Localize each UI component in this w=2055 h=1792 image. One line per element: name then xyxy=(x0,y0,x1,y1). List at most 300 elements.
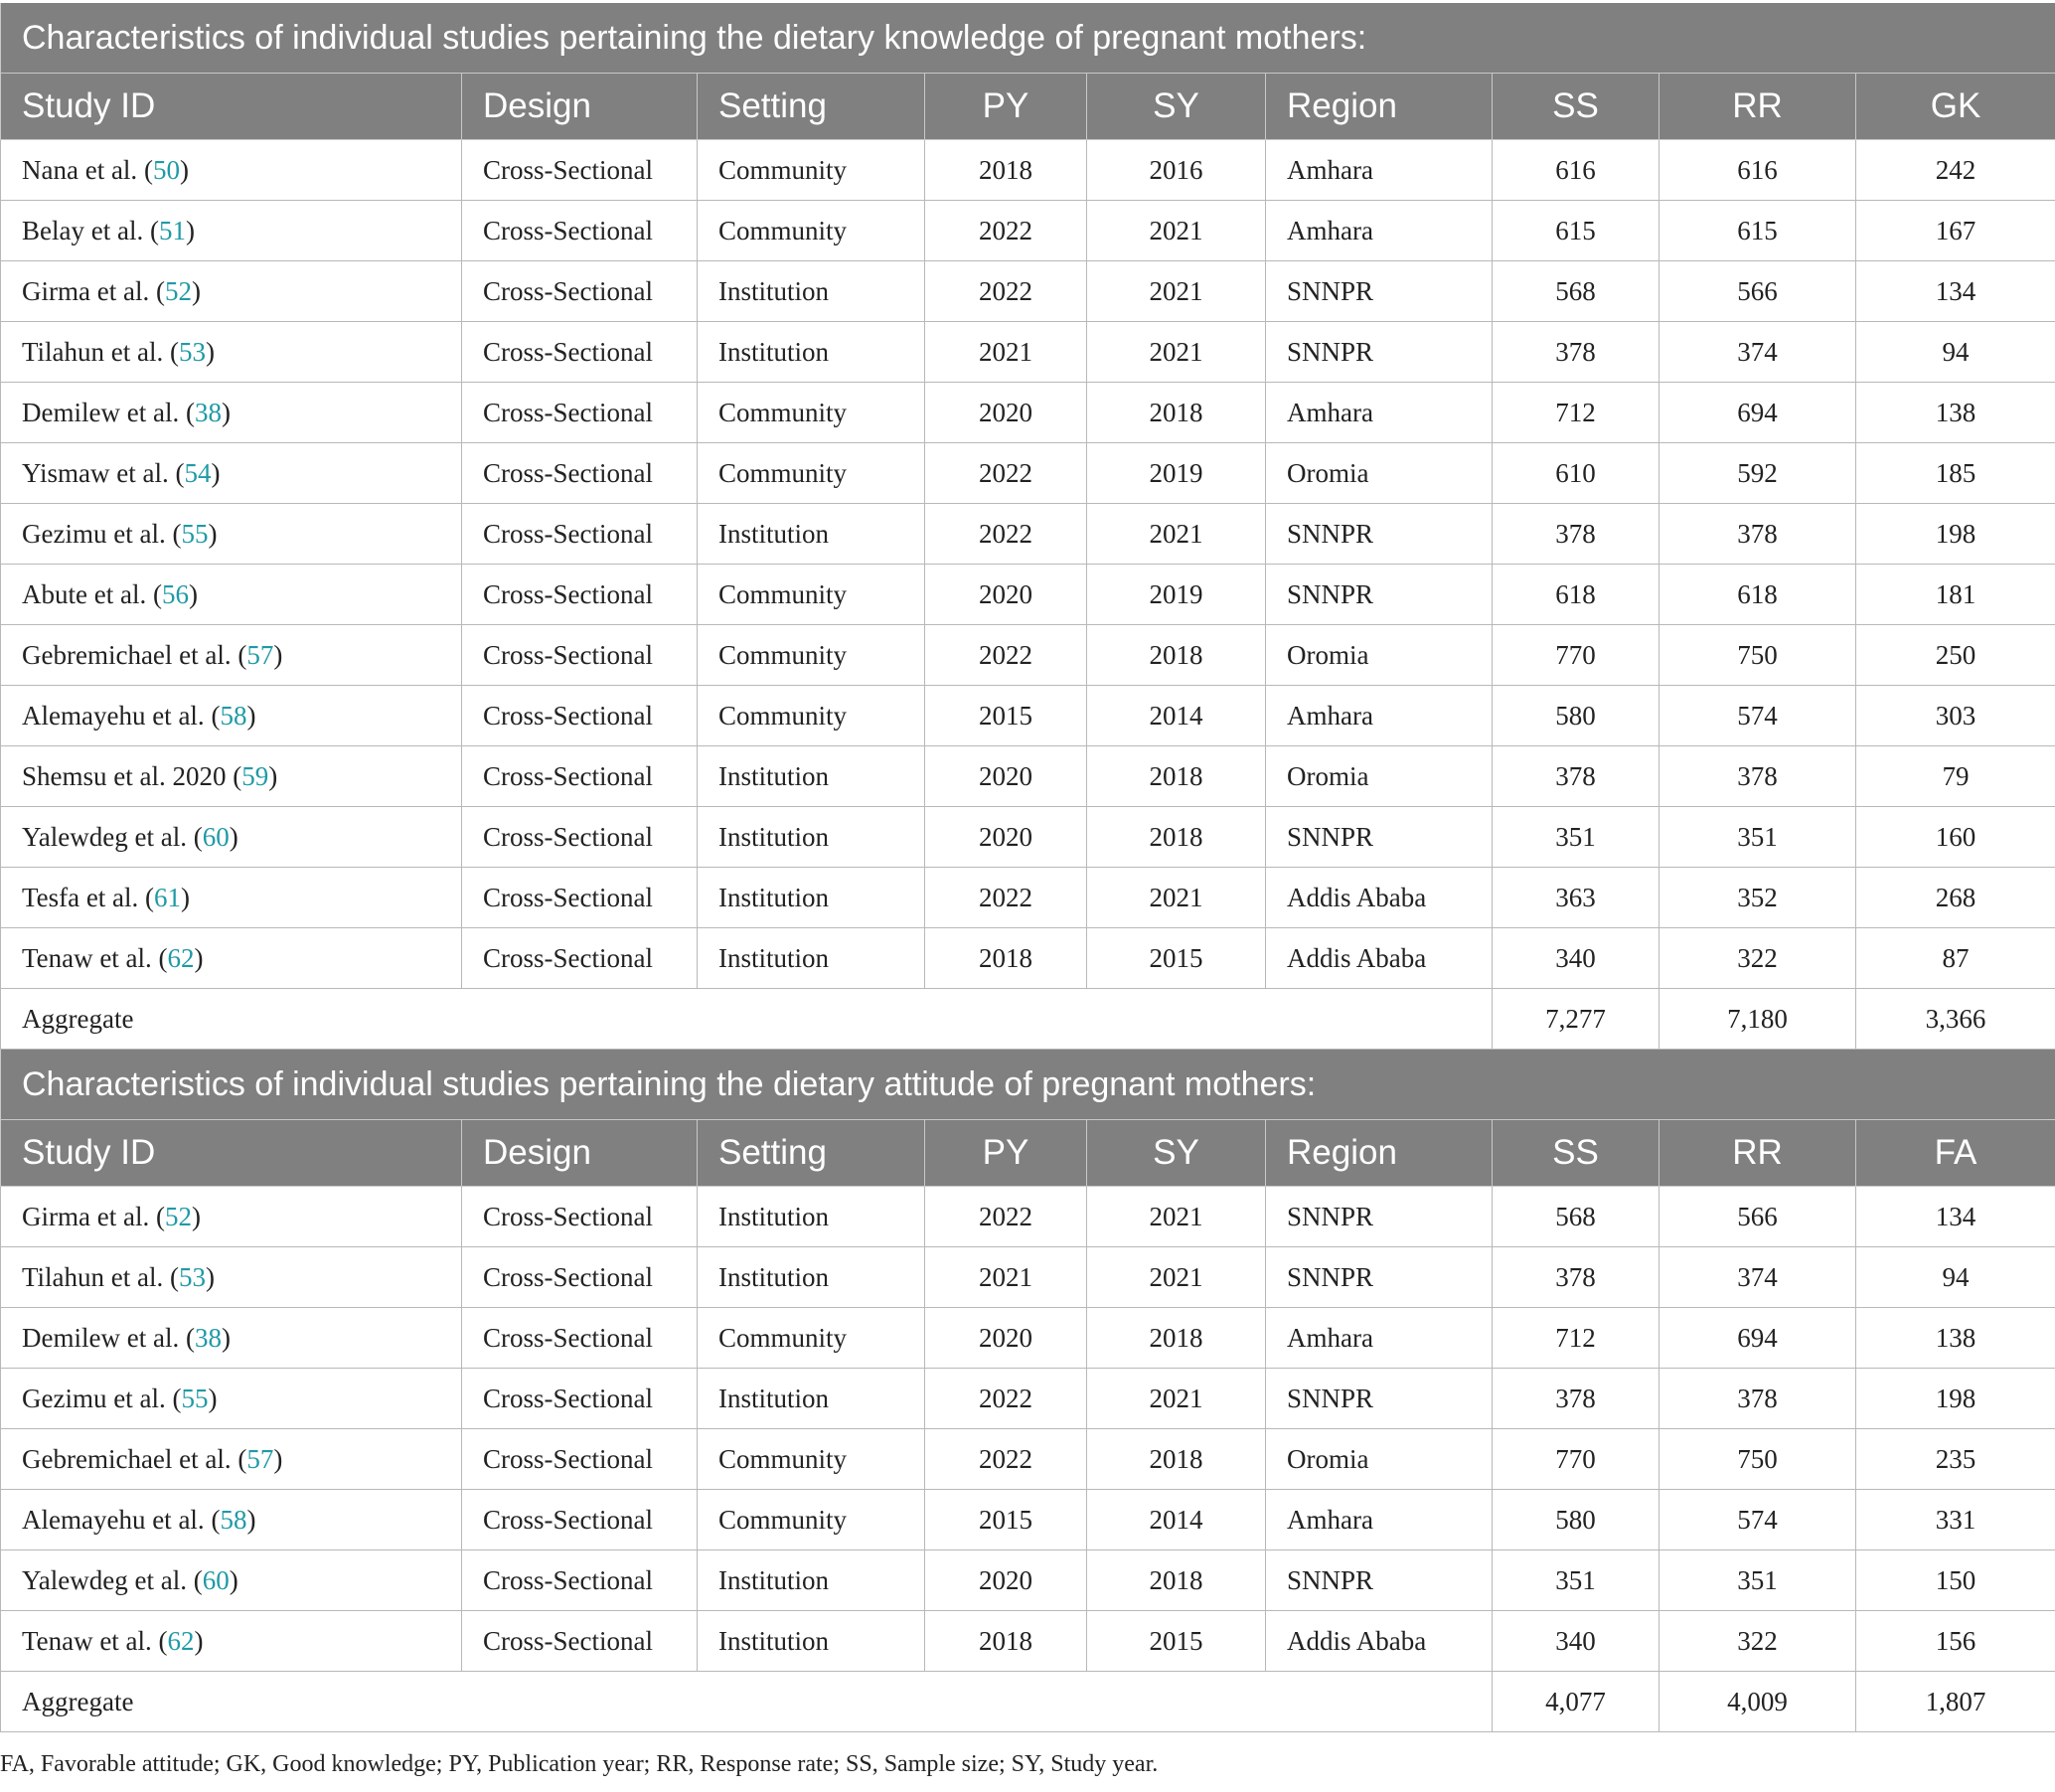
outcome-count-cell: 198 xyxy=(1856,1369,2055,1429)
table-row xyxy=(1,443,2055,504)
study-year-cell: 2015 xyxy=(1087,928,1266,989)
study-id-cell: Nana et al. (50) xyxy=(1,140,462,201)
design-cell: Cross-Sectional xyxy=(462,383,698,443)
study-author: Girma et al. xyxy=(22,275,150,306)
study-year-cell: 2018 xyxy=(1087,746,1266,807)
sample-size-cell: 568 xyxy=(1493,1187,1660,1247)
region-cell: Amhara xyxy=(1266,686,1493,746)
study-id-cell: Gezimu et al. (55) xyxy=(1,1369,462,1429)
study-year-cell: 2018 xyxy=(1087,1550,1266,1611)
design-cell: Cross-Sectional xyxy=(462,1187,698,1247)
design-cell: Cross-Sectional xyxy=(462,504,698,565)
aggregate-sample-size: 4,077 xyxy=(1493,1672,1660,1732)
study-year-cell: 2014 xyxy=(1087,686,1266,746)
table-row xyxy=(1,746,2055,807)
response-rate-cell: 616 xyxy=(1660,140,1856,201)
study-author: Alemayehu et al. xyxy=(22,700,205,731)
sample-size-cell: 351 xyxy=(1493,807,1660,868)
response-rate-cell: 574 xyxy=(1660,686,1856,746)
sample-size-cell: 363 xyxy=(1493,868,1660,928)
setting-cell: Institution xyxy=(698,746,925,807)
outcome-count-cell: 160 xyxy=(1856,807,2055,868)
publication-year-cell: 2015 xyxy=(925,686,1087,746)
design-cell: Cross-Sectional xyxy=(462,928,698,989)
study-id-cell: Girma et al. (52) xyxy=(1,1187,462,1247)
sample-size-cell: 770 xyxy=(1493,1429,1660,1490)
region-cell: SNNPR xyxy=(1266,1550,1493,1611)
reference-link[interactable]: 61 xyxy=(154,882,182,912)
reference-link[interactable]: 50 xyxy=(152,154,180,185)
study-author: Tilahun et al. xyxy=(22,1261,164,1292)
design-cell: Cross-Sectional xyxy=(462,746,698,807)
column-header-py: PY xyxy=(925,74,1087,140)
reference-link[interactable]: 60 xyxy=(202,821,230,852)
publication-year-cell: 2022 xyxy=(925,868,1087,928)
study-year-cell: 2018 xyxy=(1087,807,1266,868)
attitude-title-row xyxy=(1,1050,2055,1120)
design-cell: Cross-Sectional xyxy=(462,565,698,625)
sample-size-cell: 712 xyxy=(1493,383,1660,443)
outcome-count-cell: 250 xyxy=(1856,625,2055,686)
outcome-count-cell: 242 xyxy=(1856,140,2055,201)
design-cell: Cross-Sectional xyxy=(462,1490,698,1550)
reference-link[interactable]: 57 xyxy=(246,1443,274,1474)
reference-link[interactable]: 58 xyxy=(220,1504,247,1535)
study-id-cell: Yalewdeg et al. (60) xyxy=(1,807,462,868)
table-row xyxy=(1,1369,2055,1429)
region-cell: SNNPR xyxy=(1266,504,1493,565)
table-row xyxy=(1,1308,2055,1369)
study-year-cell: 2019 xyxy=(1087,565,1266,625)
reference-link[interactable]: 38 xyxy=(194,397,222,427)
table-row xyxy=(1,261,2055,322)
response-rate-cell: 694 xyxy=(1660,1308,1856,1369)
region-cell: Oromia xyxy=(1266,1429,1493,1490)
table-row xyxy=(1,928,2055,989)
reference-link[interactable]: 56 xyxy=(161,578,189,609)
study-id-cell: Tilahun et al. (53) xyxy=(1,1247,462,1308)
table-row xyxy=(1,1187,2055,1247)
setting-cell: Institution xyxy=(698,1550,925,1611)
aggregate-outcome-count: 1,807 xyxy=(1856,1672,2055,1732)
table-row xyxy=(1,322,2055,383)
outcome-count-cell: 268 xyxy=(1856,868,2055,928)
table-row xyxy=(1,201,2055,261)
studies-table xyxy=(0,3,2055,1732)
knowledge-header-row xyxy=(1,74,2055,140)
publication-year-cell: 2022 xyxy=(925,504,1087,565)
setting-cell: Community xyxy=(698,1490,925,1550)
study-id-cell: Gebremichael et al. (57) xyxy=(1,625,462,686)
design-cell: Cross-Sectional xyxy=(462,1247,698,1308)
setting-cell: Community xyxy=(698,625,925,686)
sample-size-cell: 378 xyxy=(1493,1369,1660,1429)
region-cell: Addis Ababa xyxy=(1266,1611,1493,1672)
outcome-count-cell: 94 xyxy=(1856,1247,2055,1308)
reference-link[interactable]: 38 xyxy=(194,1322,222,1353)
response-rate-cell: 378 xyxy=(1660,1369,1856,1429)
study-year-cell: 2021 xyxy=(1087,261,1266,322)
study-author: Yalewdeg et al. xyxy=(22,821,187,852)
study-year-cell: 2015 xyxy=(1087,1611,1266,1672)
publication-year-cell: 2020 xyxy=(925,746,1087,807)
region-cell: SNNPR xyxy=(1266,261,1493,322)
column-header-region: Region xyxy=(1266,74,1493,140)
study-year-cell: 2018 xyxy=(1087,1308,1266,1369)
response-rate-cell: 352 xyxy=(1660,868,1856,928)
column-header-setting: Setting xyxy=(698,1120,925,1187)
study-year-cell: 2021 xyxy=(1087,504,1266,565)
region-cell: SNNPR xyxy=(1266,1187,1493,1247)
publication-year-cell: 2018 xyxy=(925,928,1087,989)
attitude-header-row xyxy=(1,1120,2055,1187)
study-year-cell: 2019 xyxy=(1087,443,1266,504)
study-id-cell: Girma et al. (52) xyxy=(1,261,462,322)
column-header-ss: SS xyxy=(1493,74,1660,140)
response-rate-cell: 374 xyxy=(1660,322,1856,383)
study-author: Demilew et al. xyxy=(22,1322,180,1353)
study-author: Gezimu et al. xyxy=(22,518,166,549)
table-footnote: FA, Favorable attitude; GK, Good knowledge; PY, Publication year; RR, Response rate; SS, Sample size; SY, Study year. xyxy=(0,1751,1159,1777)
outcome-count-cell: 134 xyxy=(1856,1187,2055,1247)
table-row xyxy=(1,1247,2055,1308)
reference-link[interactable]: 58 xyxy=(220,700,247,731)
study-author: Gebremichael et al. xyxy=(22,639,232,670)
study-id-cell: Alemayehu et al. (58) xyxy=(1,686,462,746)
study-author: Alemayehu et al. xyxy=(22,1504,205,1535)
reference-link[interactable]: 55 xyxy=(181,1383,209,1413)
region-cell: Oromia xyxy=(1266,443,1493,504)
study-year-cell: 2014 xyxy=(1087,1490,1266,1550)
response-rate-cell: 592 xyxy=(1660,443,1856,504)
outcome-count-cell: 94 xyxy=(1856,322,2055,383)
design-cell: Cross-Sectional xyxy=(462,686,698,746)
design-cell: Cross-Sectional xyxy=(462,261,698,322)
table-row xyxy=(1,1611,2055,1672)
setting-cell: Community xyxy=(698,443,925,504)
table-row xyxy=(1,565,2055,625)
study-year-cell: 2021 xyxy=(1087,1187,1266,1247)
region-cell: Amhara xyxy=(1266,201,1493,261)
reference-link[interactable]: 57 xyxy=(246,639,274,670)
publication-year-cell: 2022 xyxy=(925,1369,1087,1429)
setting-cell: Community xyxy=(698,686,925,746)
region-cell: Amhara xyxy=(1266,140,1493,201)
study-id-cell: Alemayehu et al. (58) xyxy=(1,1490,462,1550)
region-cell: Amhara xyxy=(1266,1490,1493,1550)
setting-cell: Institution xyxy=(698,1247,925,1308)
reference-link[interactable]: 51 xyxy=(158,215,186,245)
aggregate-response-rate: 4,009 xyxy=(1660,1672,1856,1732)
design-cell: Cross-Sectional xyxy=(462,201,698,261)
study-id-cell: Tesfa et al. (61) xyxy=(1,868,462,928)
setting-cell: Community xyxy=(698,1308,925,1369)
response-rate-cell: 378 xyxy=(1660,504,1856,565)
study-author: Shemsu et al. 2020 xyxy=(22,760,227,791)
aggregate-response-rate: 7,180 xyxy=(1660,989,1856,1050)
setting-cell: Institution xyxy=(698,322,925,383)
region-cell: SNNPR xyxy=(1266,565,1493,625)
design-cell: Cross-Sectional xyxy=(462,1611,698,1672)
study-id-cell: Belay et al. (51) xyxy=(1,201,462,261)
study-author: Girma et al. xyxy=(22,1201,150,1231)
publication-year-cell: 2021 xyxy=(925,1247,1087,1308)
publication-year-cell: 2020 xyxy=(925,383,1087,443)
attitude-section xyxy=(1,1050,2055,1732)
region-cell: SNNPR xyxy=(1266,1247,1493,1308)
table-row xyxy=(1,383,2055,443)
table-row xyxy=(1,807,2055,868)
reference-link[interactable]: 52 xyxy=(164,275,192,306)
design-cell: Cross-Sectional xyxy=(462,1308,698,1369)
design-cell: Cross-Sectional xyxy=(462,322,698,383)
region-cell: Addis Ababa xyxy=(1266,928,1493,989)
study-year-cell: 2021 xyxy=(1087,868,1266,928)
study-id-cell: Tenaw et al. (62) xyxy=(1,1611,462,1672)
publication-year-cell: 2021 xyxy=(925,322,1087,383)
response-rate-cell: 322 xyxy=(1660,928,1856,989)
reference-link[interactable]: 52 xyxy=(164,1201,192,1231)
column-header-setting: Setting xyxy=(698,74,925,140)
aggregate-sample-size: 7,277 xyxy=(1493,989,1660,1050)
publication-year-cell: 2018 xyxy=(925,1611,1087,1672)
sample-size-cell: 568 xyxy=(1493,261,1660,322)
publication-year-cell: 2020 xyxy=(925,565,1087,625)
table-row xyxy=(1,140,2055,201)
outcome-count-cell: 181 xyxy=(1856,565,2055,625)
study-author: Demilew et al. xyxy=(22,397,180,427)
publication-year-cell: 2018 xyxy=(925,140,1087,201)
publication-year-cell: 2015 xyxy=(925,1490,1087,1550)
study-year-cell: 2021 xyxy=(1087,322,1266,383)
sample-size-cell: 378 xyxy=(1493,1247,1660,1308)
aggregate-row xyxy=(1,989,2055,1050)
sample-size-cell: 712 xyxy=(1493,1308,1660,1369)
outcome-count-cell: 79 xyxy=(1856,746,2055,807)
response-rate-cell: 351 xyxy=(1660,807,1856,868)
table-row xyxy=(1,1490,2055,1550)
response-rate-cell: 615 xyxy=(1660,201,1856,261)
sample-size-cell: 378 xyxy=(1493,746,1660,807)
column-header-sy: SY xyxy=(1087,74,1266,140)
column-header-gk: GK xyxy=(1856,74,2055,140)
study-id-cell: Yalewdeg et al. (60) xyxy=(1,1550,462,1611)
study-author: Abute et al. xyxy=(22,578,147,609)
column-header-py: PY xyxy=(925,1120,1087,1187)
publication-year-cell: 2022 xyxy=(925,625,1087,686)
setting-cell: Community xyxy=(698,140,925,201)
attitude-table-title: Characteristics of individual studies pertaining the dietary attitude of pregnant mothers: xyxy=(1,1050,2055,1120)
outcome-count-cell: 87 xyxy=(1856,928,2055,989)
table-row xyxy=(1,1550,2055,1611)
table-row xyxy=(1,868,2055,928)
study-author: Yalewdeg et al. xyxy=(22,1564,187,1595)
design-cell: Cross-Sectional xyxy=(462,1369,698,1429)
setting-cell: Institution xyxy=(698,1611,925,1672)
study-author: Tilahun et al. xyxy=(22,336,164,367)
design-cell: Cross-Sectional xyxy=(462,1429,698,1490)
study-id-cell: Abute et al. (56) xyxy=(1,565,462,625)
publication-year-cell: 2022 xyxy=(925,443,1087,504)
response-rate-cell: 566 xyxy=(1660,1187,1856,1247)
region-cell: Addis Ababa xyxy=(1266,868,1493,928)
table-row xyxy=(1,1429,2055,1490)
sample-size-cell: 580 xyxy=(1493,1490,1660,1550)
column-header-ss: SS xyxy=(1493,1120,1660,1187)
reference-link[interactable]: 62 xyxy=(167,1625,195,1656)
study-id-cell: Demilew et al. (38) xyxy=(1,383,462,443)
response-rate-cell: 750 xyxy=(1660,1429,1856,1490)
sample-size-cell: 340 xyxy=(1493,1611,1660,1672)
outcome-count-cell: 167 xyxy=(1856,201,2055,261)
setting-cell: Institution xyxy=(698,928,925,989)
region-cell: SNNPR xyxy=(1266,807,1493,868)
characteristics-table-container xyxy=(0,3,2055,1732)
setting-cell: Institution xyxy=(698,807,925,868)
column-header-rr: RR xyxy=(1660,74,1856,140)
study-id-cell: Gebremichael et al. (57) xyxy=(1,1429,462,1490)
publication-year-cell: 2020 xyxy=(925,807,1087,868)
aggregate-outcome-count: 3,366 xyxy=(1856,989,2055,1050)
reference-link[interactable]: 60 xyxy=(202,1564,230,1595)
column-header-study-id: Study ID xyxy=(1,74,462,140)
aggregate-label: Aggregate xyxy=(1,989,1493,1050)
study-author: Nana et al. xyxy=(22,154,138,185)
study-year-cell: 2018 xyxy=(1087,383,1266,443)
study-id-cell: Shemsu et al. 2020 (59) xyxy=(1,746,462,807)
response-rate-cell: 322 xyxy=(1660,1611,1856,1672)
publication-year-cell: 2022 xyxy=(925,1429,1087,1490)
study-id-cell: Yismaw et al. (54) xyxy=(1,443,462,504)
setting-cell: Community xyxy=(698,383,925,443)
region-cell: Oromia xyxy=(1266,746,1493,807)
column-header-sy: SY xyxy=(1087,1120,1266,1187)
design-cell: Cross-Sectional xyxy=(462,868,698,928)
outcome-count-cell: 138 xyxy=(1856,1308,2055,1369)
response-rate-cell: 378 xyxy=(1660,746,1856,807)
response-rate-cell: 374 xyxy=(1660,1247,1856,1308)
column-header-design: Design xyxy=(462,74,698,140)
study-year-cell: 2021 xyxy=(1087,1369,1266,1429)
study-id-cell: Tenaw et al. (62) xyxy=(1,928,462,989)
study-author: Gezimu et al. xyxy=(22,1383,166,1413)
outcome-count-cell: 303 xyxy=(1856,686,2055,746)
sample-size-cell: 616 xyxy=(1493,140,1660,201)
outcome-count-cell: 134 xyxy=(1856,261,2055,322)
design-cell: Cross-Sectional xyxy=(462,443,698,504)
response-rate-cell: 618 xyxy=(1660,565,1856,625)
outcome-count-cell: 331 xyxy=(1856,1490,2055,1550)
reference-link[interactable]: 53 xyxy=(179,336,207,367)
aggregate-row xyxy=(1,1672,2055,1732)
reference-link[interactable]: 59 xyxy=(241,760,269,791)
column-header-region: Region xyxy=(1266,1120,1493,1187)
table-row xyxy=(1,686,2055,746)
sample-size-cell: 378 xyxy=(1493,504,1660,565)
sample-size-cell: 770 xyxy=(1493,625,1660,686)
publication-year-cell: 2022 xyxy=(925,1187,1087,1247)
setting-cell: Community xyxy=(698,1429,925,1490)
study-author: Tenaw et al. xyxy=(22,1625,152,1656)
sample-size-cell: 580 xyxy=(1493,686,1660,746)
column-header-rr: RR xyxy=(1660,1120,1856,1187)
design-cell: Cross-Sectional xyxy=(462,1550,698,1611)
knowledge-table-title: Characteristics of individual studies pertaining the dietary knowledge of pregnant mothers: xyxy=(1,3,2055,74)
sample-size-cell: 618 xyxy=(1493,565,1660,625)
response-rate-cell: 566 xyxy=(1660,261,1856,322)
study-author: Gebremichael et al. xyxy=(22,1443,232,1474)
column-header-fa: FA xyxy=(1856,1120,2055,1187)
publication-year-cell: 2020 xyxy=(925,1550,1087,1611)
outcome-count-cell: 198 xyxy=(1856,504,2055,565)
response-rate-cell: 750 xyxy=(1660,625,1856,686)
setting-cell: Institution xyxy=(698,504,925,565)
study-year-cell: 2021 xyxy=(1087,1247,1266,1308)
column-header-design: Design xyxy=(462,1120,698,1187)
study-author: Belay et al. xyxy=(22,215,144,245)
publication-year-cell: 2020 xyxy=(925,1308,1087,1369)
column-header-study-id: Study ID xyxy=(1,1120,462,1187)
sample-size-cell: 610 xyxy=(1493,443,1660,504)
sample-size-cell: 378 xyxy=(1493,322,1660,383)
response-rate-cell: 694 xyxy=(1660,383,1856,443)
reference-link[interactable]: 55 xyxy=(181,518,209,549)
knowledge-section xyxy=(1,3,2055,1050)
setting-cell: Community xyxy=(698,565,925,625)
setting-cell: Institution xyxy=(698,868,925,928)
setting-cell: Institution xyxy=(698,1369,925,1429)
outcome-count-cell: 185 xyxy=(1856,443,2055,504)
region-cell: Amhara xyxy=(1266,1308,1493,1369)
design-cell: Cross-Sectional xyxy=(462,807,698,868)
reference-link[interactable]: 54 xyxy=(184,457,212,488)
publication-year-cell: 2022 xyxy=(925,201,1087,261)
region-cell: Oromia xyxy=(1266,625,1493,686)
outcome-count-cell: 235 xyxy=(1856,1429,2055,1490)
study-id-cell: Gezimu et al. (55) xyxy=(1,504,462,565)
region-cell: Amhara xyxy=(1266,383,1493,443)
study-author: Tesfa et al. xyxy=(22,882,139,912)
sample-size-cell: 340 xyxy=(1493,928,1660,989)
region-cell: SNNPR xyxy=(1266,322,1493,383)
sample-size-cell: 615 xyxy=(1493,201,1660,261)
knowledge-title-row xyxy=(1,3,2055,74)
setting-cell: Community xyxy=(698,201,925,261)
study-year-cell: 2018 xyxy=(1087,1429,1266,1490)
response-rate-cell: 351 xyxy=(1660,1550,1856,1611)
setting-cell: Institution xyxy=(698,1187,925,1247)
design-cell: Cross-Sectional xyxy=(462,140,698,201)
aggregate-label: Aggregate xyxy=(1,1672,1493,1732)
region-cell: SNNPR xyxy=(1266,1369,1493,1429)
setting-cell: Institution xyxy=(698,261,925,322)
outcome-count-cell: 150 xyxy=(1856,1550,2055,1611)
outcome-count-cell: 156 xyxy=(1856,1611,2055,1672)
study-id-cell: Tilahun et al. (53) xyxy=(1,322,462,383)
table-row xyxy=(1,504,2055,565)
reference-link[interactable]: 53 xyxy=(179,1261,207,1292)
sample-size-cell: 351 xyxy=(1493,1550,1660,1611)
publication-year-cell: 2022 xyxy=(925,261,1087,322)
study-author: Yismaw et al. xyxy=(22,457,169,488)
response-rate-cell: 574 xyxy=(1660,1490,1856,1550)
design-cell: Cross-Sectional xyxy=(462,625,698,686)
study-year-cell: 2016 xyxy=(1087,140,1266,201)
reference-link[interactable]: 62 xyxy=(167,942,195,973)
outcome-count-cell: 138 xyxy=(1856,383,2055,443)
study-author: Tenaw et al. xyxy=(22,942,152,973)
table-row xyxy=(1,625,2055,686)
